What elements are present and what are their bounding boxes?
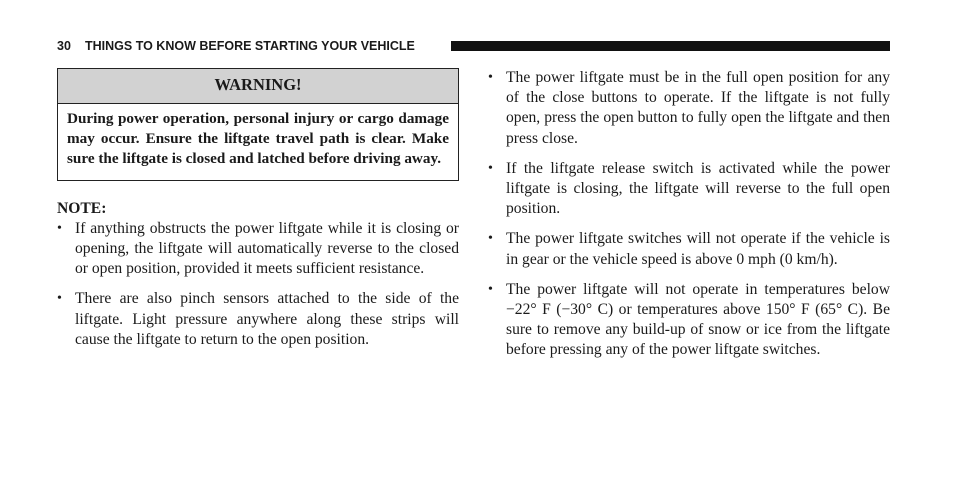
list-item-text: The power liftgate must be in the full open position for any of the close buttons to operate. If the liftgate is not fully open, press the open button to fully open the liftgate and then press close. — [506, 69, 890, 147]
left-column — [57, 68, 459, 350]
note-list — [57, 219, 459, 350]
list-item — [57, 219, 459, 280]
list-item-text: If anything obstructs the power liftgate while it is closing or opening, the liftgate will automatically reverse to the closed or open position, provided it meets sufficient resistance. — [75, 219, 459, 278]
list-item — [488, 280, 890, 361]
bullet-icon: • — [488, 70, 493, 85]
list-item-text: The power liftgate will not operate in temperatures below −22° F (−30° C) or temperatures above 150° F (65° C). Be sure to remove any build-up of snow or ice from the liftgate before pressing any of the power liftgate switches. — [506, 280, 890, 359]
warning-text: During power operation, personal injury or cargo damage may occur. Ensure the liftgate travel path is clear. Make sure the liftgate is closed and latched before driving away. — [67, 110, 449, 168]
section-title: THINGS TO KNOW BEFORE STARTING YOUR VEHICLE — [85, 39, 415, 53]
list-item — [488, 159, 890, 220]
warning-box — [57, 68, 459, 181]
page-header — [57, 38, 890, 54]
list-item-text: There are also pinch sensors attached to the side of the liftgate. Light pressure anywhere along these strips will cause the liftgate to return to the open position. — [75, 290, 459, 348]
page-number: 30 — [57, 39, 71, 53]
header-rule — [451, 41, 890, 51]
warning-title: WARNING! — [58, 69, 458, 104]
bullet-icon: • — [488, 231, 493, 247]
list-item — [488, 229, 890, 269]
right-column — [488, 68, 890, 361]
note-label: NOTE: — [57, 199, 107, 217]
bullet-icon: • — [57, 291, 62, 307]
list-item-text: The power liftgate switches will not operate if the vehicle is in gear or the vehicle speed is above 0 mph (0 km/h). — [506, 230, 890, 268]
bullet-icon: • — [488, 281, 493, 297]
info-list — [488, 68, 890, 361]
list-item — [57, 289, 459, 350]
list-item-text: If the liftgate release switch is activated while the power liftgate is closing, the liftgate will reverse to the full open position. — [506, 159, 890, 218]
bullet-icon: • — [57, 220, 62, 236]
bullet-icon: • — [488, 160, 493, 176]
list-item — [488, 68, 890, 149]
